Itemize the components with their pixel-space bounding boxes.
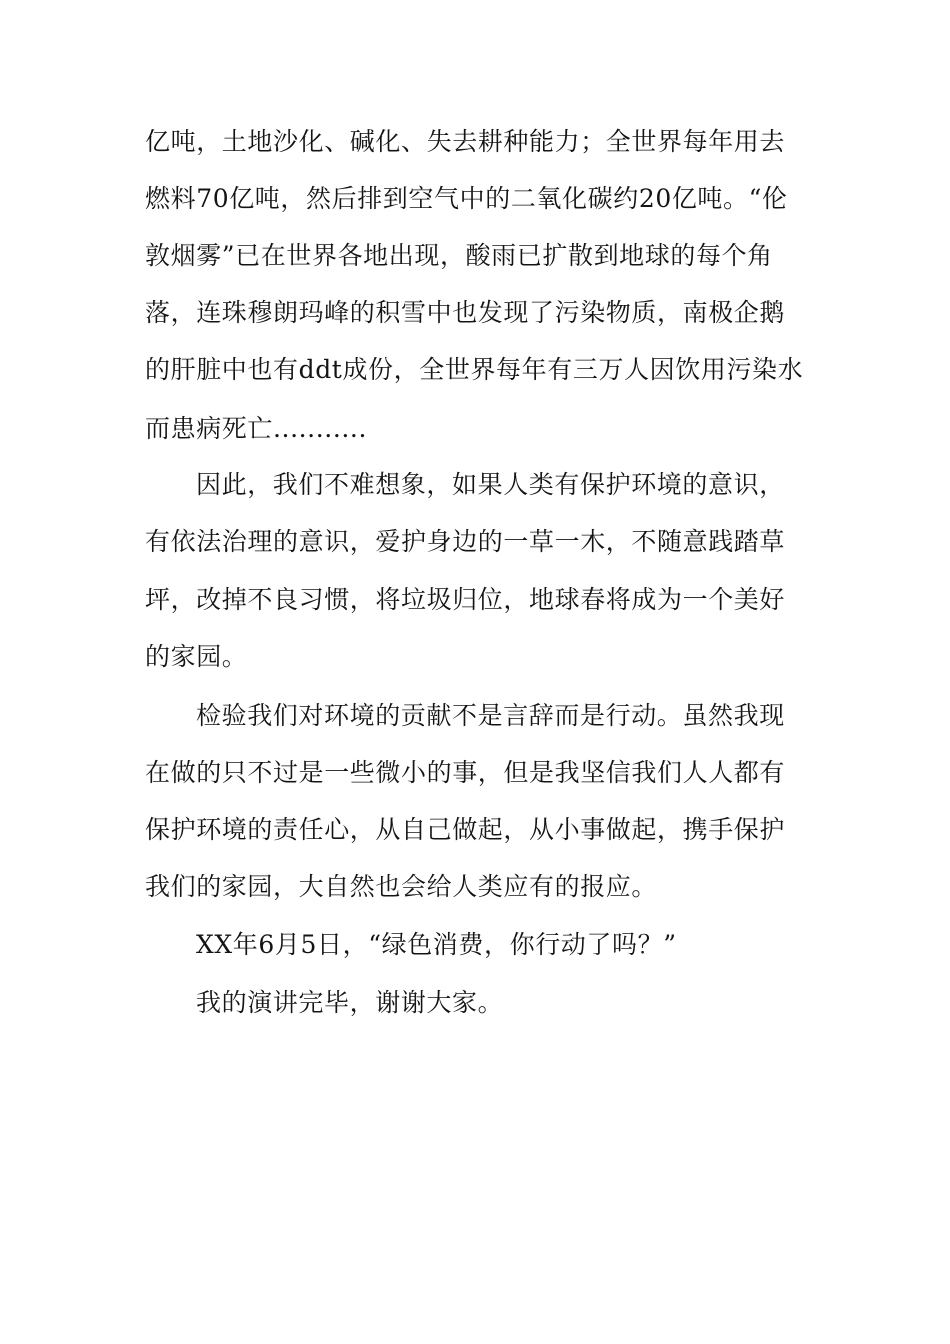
paragraph-line: 燃料70亿吨，然后排到空气中的二氧化碳约20亿吨。“伦 [145,184,788,213]
closing-line: 我的演讲完毕，谢谢大家。 [196,988,504,1017]
paragraph-line: 在做的只不过是一些微小的事，但是我坚信我们人人都有 [145,758,786,787]
paragraph-line: 亿吨，土地沙化、碱化、失去耕种能力；全世界每年用去 [145,127,786,156]
paragraph-line: 而患病死亡........... [145,414,368,443]
paragraph-line: 的家园。 [145,642,248,671]
paragraph-first-line: 因此，我们不难想象，如果人类有保护环境的意识， [196,470,785,499]
paragraph-first-line: 检验我们对环境的贡献不是言辞而是行动。虽然我现 [196,701,785,730]
paragraph-line: 有依法治理的意识，爱护身边的一草一木，不随意践踏草 [145,527,786,556]
paragraph-line: 敦烟雾”已在世界各地出现，酸雨已扩散到地球的每个角 [145,241,773,270]
date-slogan-line: XX年6月5日，“绿色消费，你行动了吗？” [196,930,677,959]
paragraph-line: 我们的家园，大自然也会给人类应有的报应。 [145,872,658,901]
paragraph-line: 的肝脏中也有ddt成份，全世界每年有三万人因饮用污染水 [145,355,804,384]
paragraph-line: 落，连珠穆朗玛峰的积雪中也发现了污染物质，南极企鹅 [145,298,786,327]
paragraph-line: 坪，改掉不良习惯，将垃圾归位，地球春将成为一个美好 [145,585,786,614]
paragraph-line: 保护环境的责任心，从自己做起，从小事做起，携手保护 [145,815,786,844]
